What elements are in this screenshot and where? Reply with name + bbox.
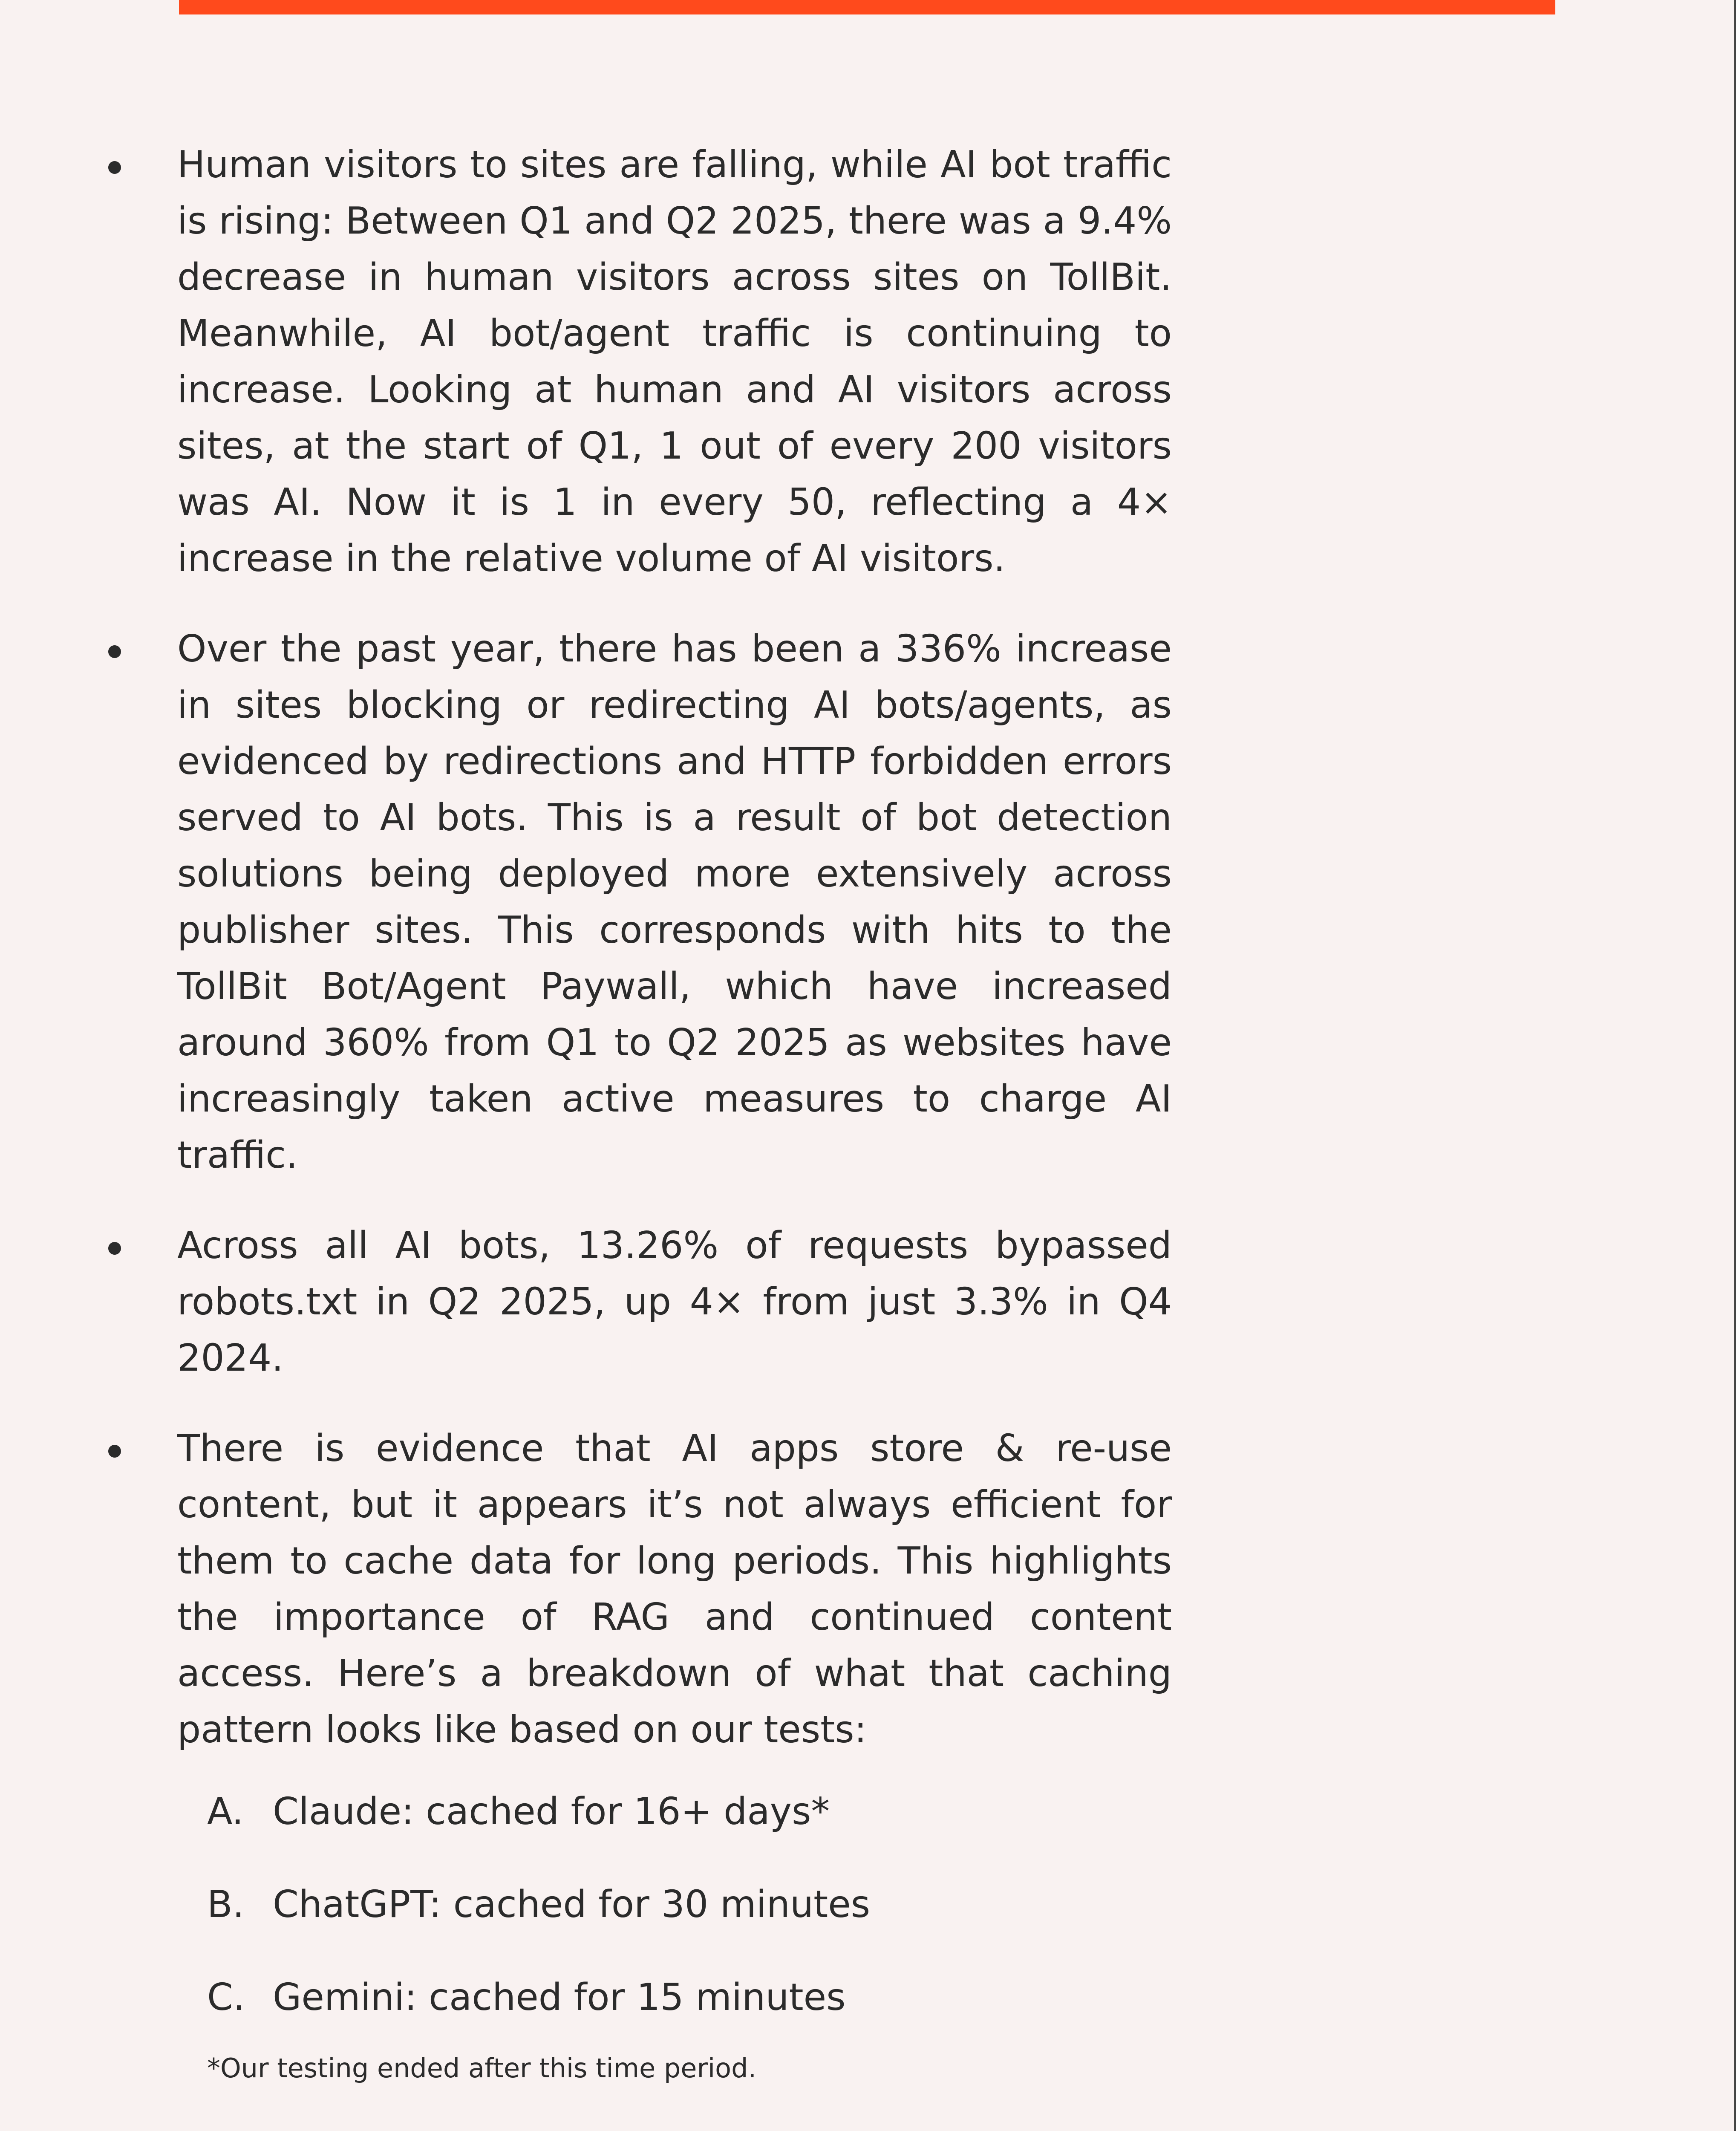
finding-text-blocking: Over the past year, there has been a 336% increase in sites blocking or redirecting AI bots/agents, as evidenced by redirections and HTTP forbidden errors served to AI bots. This is a result of bot detection solutions being deployed more extensively across publisher sites. This corresponds with hits to the TollBit Bot/Agent Paywall, which have increased around 360% from Q1 to Q2 2025 as websites have increasingly taken active measures to charge AI traffic. xyxy=(177,627,1172,1177)
list-item xyxy=(92,621,1172,1183)
list-item xyxy=(92,1217,1172,1386)
list-marker: C. xyxy=(207,1975,245,2019)
caching-item-gemini xyxy=(92,1969,1172,2062)
page-edge-rule xyxy=(1734,0,1736,2131)
content-area xyxy=(92,136,1172,2088)
findings-list xyxy=(92,136,1172,1758)
list-marker: A. xyxy=(207,1790,244,1833)
finding-text-human-vs-ai: Human visitors to sites are falling, while AI bot traffic is rising: Between Q1 and Q2 2025, there was a 9.4% decrease in human visitors across sites on TollBit. Meanwhile, AI bot/agent traffic is continuing to increase. Looking at human and AI visitors across sites, at the start of Q1, 1 out of every 200 visitors was AI. Now it is 1 in every 50, reflecting a 4× increase in the relative volume of AI visitors. xyxy=(177,143,1172,580)
finding-text-caching: There is evidence that AI apps store & re-use content, but it appears it’s not always efficient for them to cache data for long periods. This highlights the importance of RAG and continued content access. Here’s a breakdown of what that caching pattern looks like based on our tests: xyxy=(177,1426,1172,1751)
caching-item-text: Claude: cached for 16+ days* xyxy=(273,1790,830,1833)
list-item xyxy=(92,136,1172,586)
caching-item-chatgpt xyxy=(92,1876,1172,1969)
caching-item-text: ChatGPT: cached for 30 minutes xyxy=(273,1883,871,1926)
caching-item-claude xyxy=(92,1783,1172,1876)
list-marker: B. xyxy=(207,1883,245,1926)
bullet-dot-icon xyxy=(108,1242,121,1255)
footnote: *Our testing ended after this time period. xyxy=(207,2053,757,2084)
caching-item-text: Gemini: cached for 15 minutes xyxy=(273,1975,846,2019)
bullet-dot-icon xyxy=(108,645,121,658)
finding-text-robots-bypass: Across all AI bots, 13.26% of requests bypassed robots.txt in Q2 2025, up 4× from just 3.3% in Q4 2024. xyxy=(177,1224,1172,1380)
caching-breakdown-list xyxy=(92,1783,1172,2062)
list-item xyxy=(92,1420,1172,1758)
bullet-dot-icon xyxy=(108,161,121,174)
top-accent-bar xyxy=(179,0,1555,14)
bullet-dot-icon xyxy=(108,1445,121,1458)
